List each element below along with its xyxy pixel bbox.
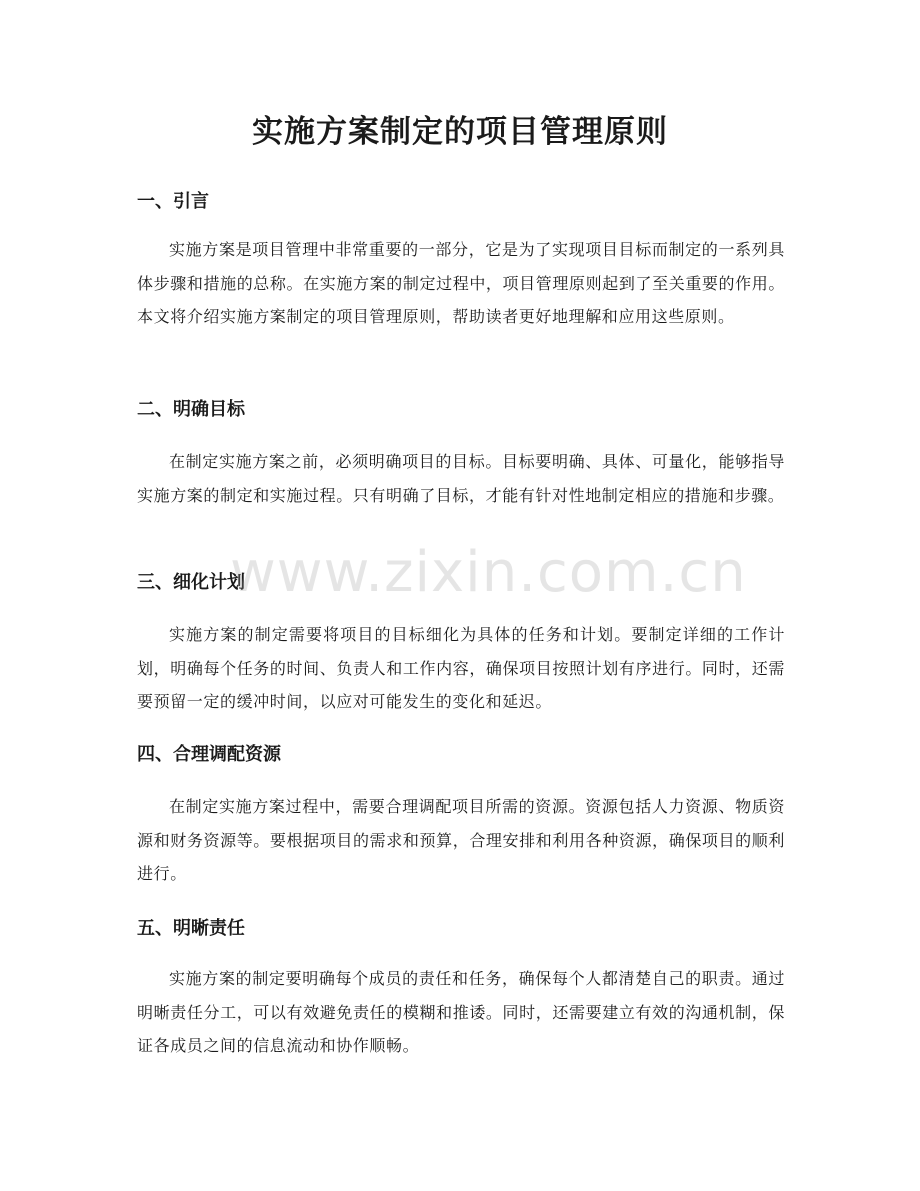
section-heading-resource-allocation: 四、合理调配资源 (137, 744, 281, 765)
section-body-detailed-plan: 实施方案的制定需要将项目的目标细化为具体的任务和计划。要制定详细的工作计划，明确每个任务的时间、负责人和工作内容，确保项目按照计划有序进行。同时，还需要预留一定的缓冲时间，以应对可能发生的变化和延迟。 (137, 625, 785, 711)
section-heading-clear-goals: 二、明确目标 (137, 399, 245, 420)
document-title: 实施方案制定的项目管理原则 (252, 114, 668, 150)
section-body-resource-allocation: 在制定实施方案过程中，需要合理调配项目所需的资源。资源包括人力资源、物质资源和财务资源等。要根据项目的需求和预算，合理安排和利用各种资源，确保项目的顺利进行。 (137, 797, 785, 883)
section-heading-introduction: 一、引言 (137, 191, 209, 212)
section-body-responsibility: 实施方案的制定要明确每个成员的责任和任务，确保每个人都清楚自己的职责。通过明晰责任分工，可以有效避免责任的模糊和推诿。同时，还需要建立有效的沟通机制，保证各成员之间的信息流动和协作顺畅。 (137, 969, 785, 1055)
section-body-introduction: 实施方案是项目管理中非常重要的一部分，它是为了实现项目目标而制定的一系列具体步骤和措施的总称。在实施方案的制定过程中，项目管理原则起到了至关重要的作用。本文将介绍实施方案制定的项目管理原则，帮助读者更好地理解和应用这些原则。 (137, 240, 785, 326)
section-body-clear-goals: 在制定实施方案之前，必须明确项目的目标。目标要明确、具体、可量化，能够指导实施方案的制定和实施过程。只有明确了目标，才能有针对性地制定相应的措施和步骤。 (137, 452, 785, 505)
watermark-text: www.zixin.com.cn (230, 540, 747, 605)
section-heading-responsibility: 五、明晰责任 (137, 918, 245, 939)
section-heading-detailed-plan: 三、细化计划 (137, 572, 245, 593)
